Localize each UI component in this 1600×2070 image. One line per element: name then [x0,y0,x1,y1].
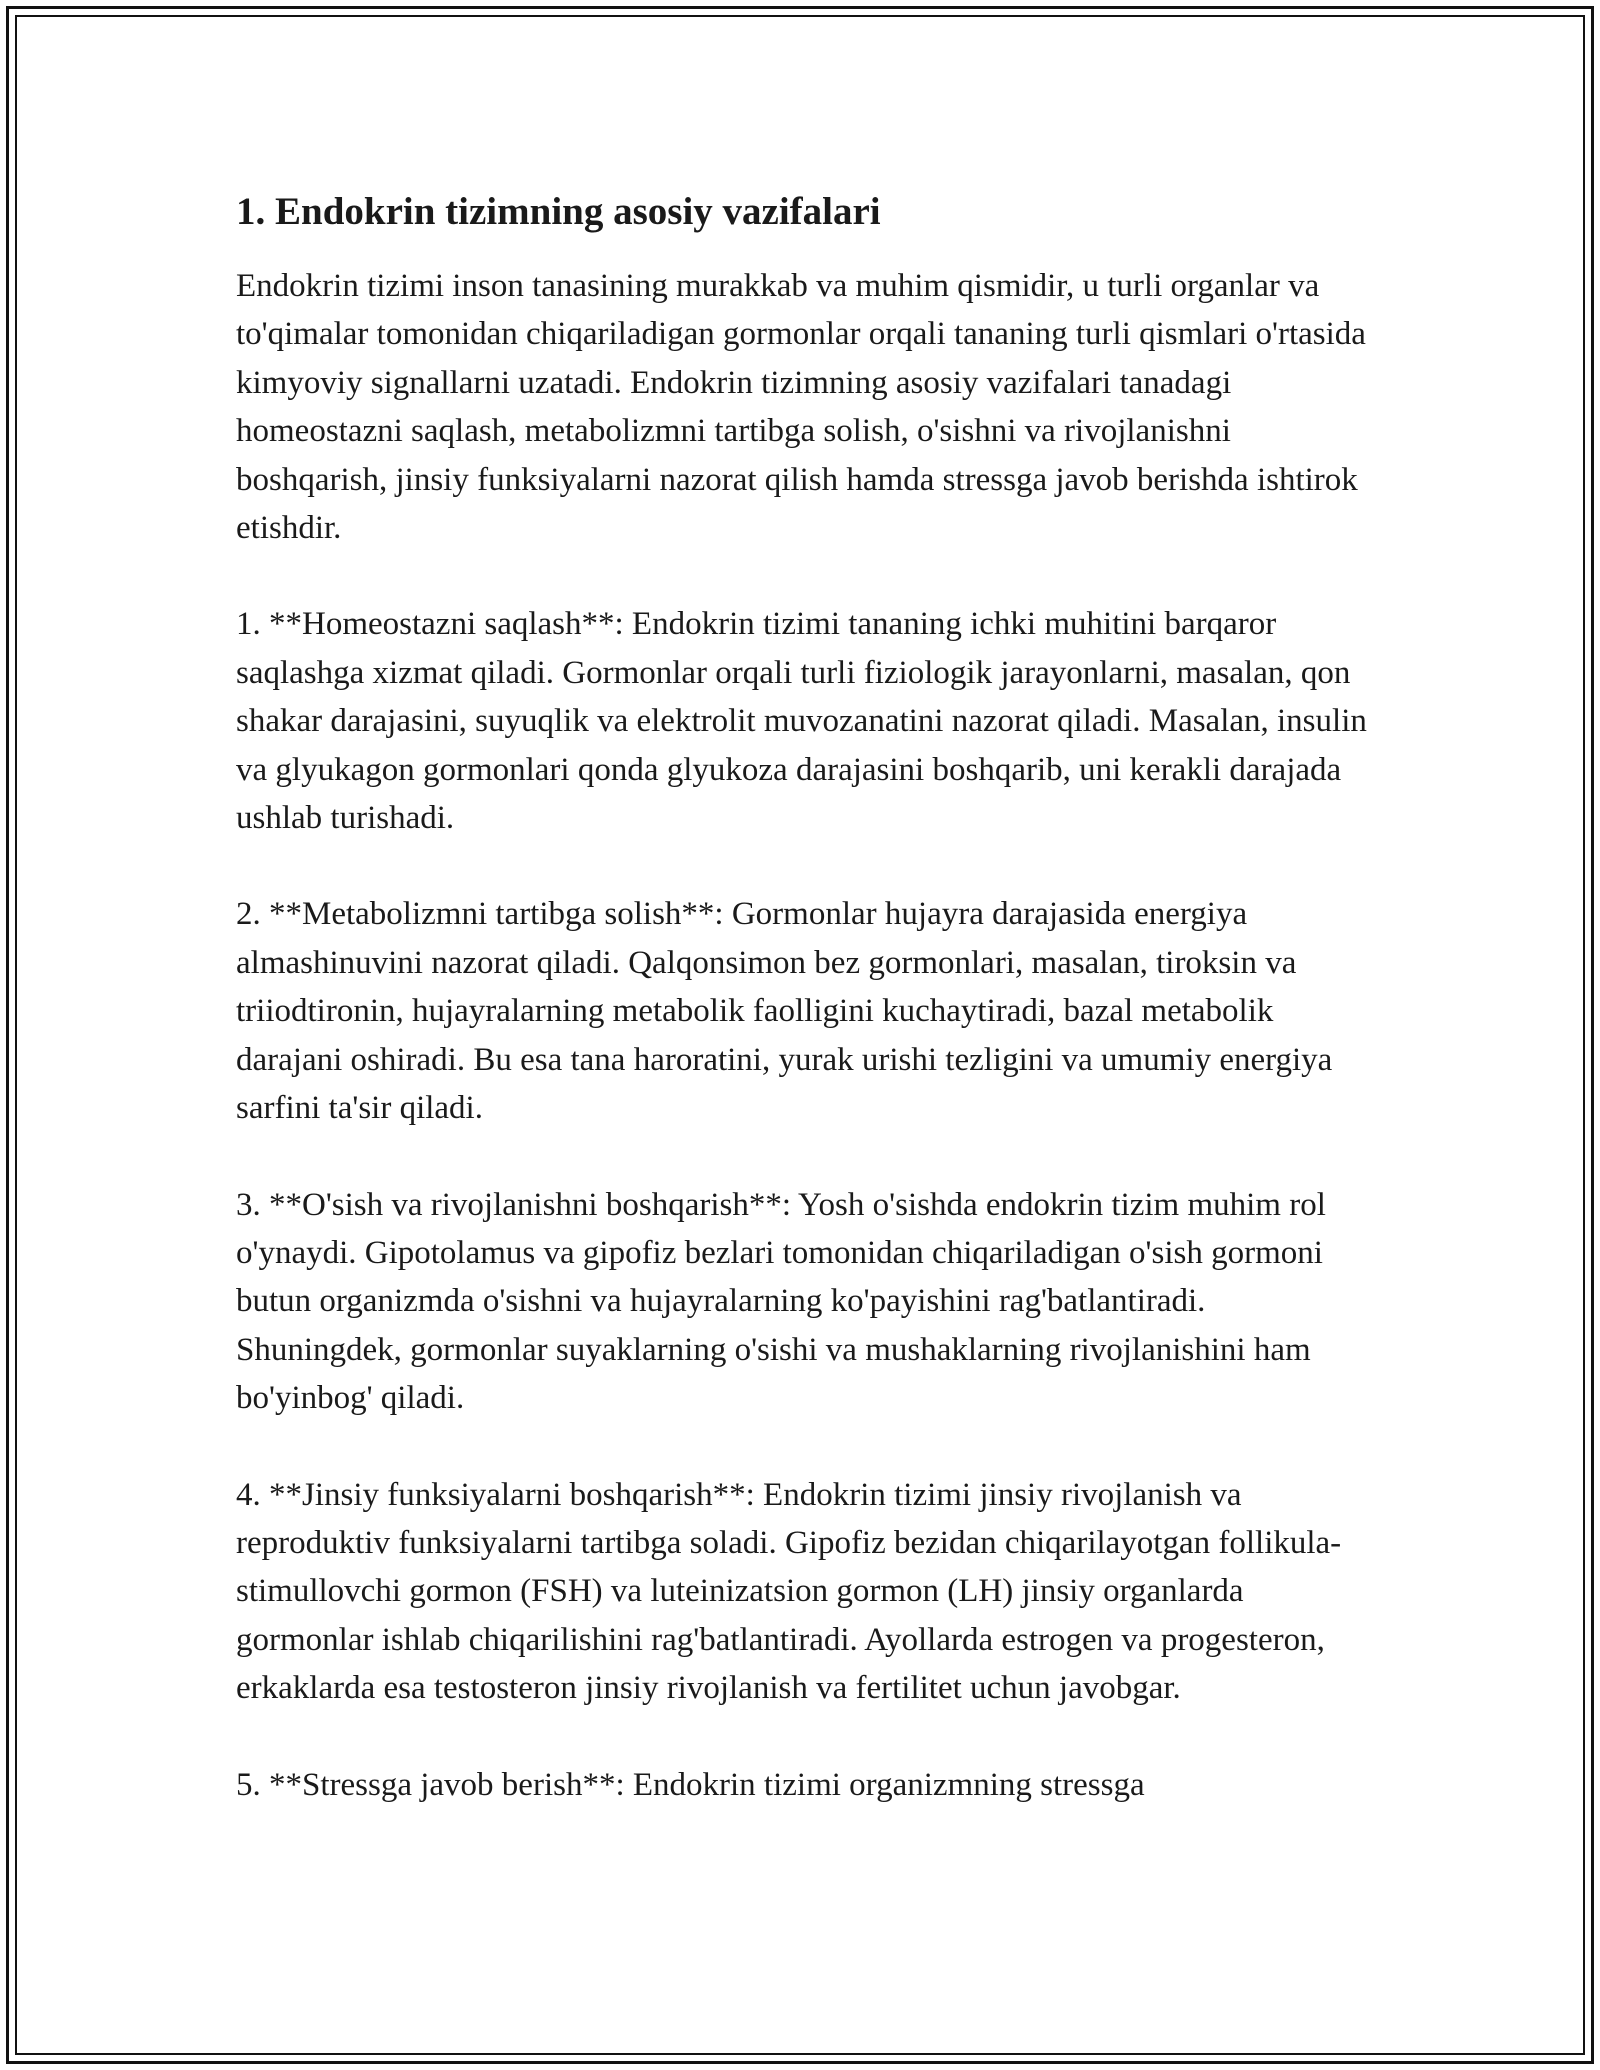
section-title: 1. Endokrin tizimning asosiy vazifalari [236,190,881,233]
document-body [236,186,1376,1809]
paragraph-sexual-functions: 4. **Jinsiy funksiyalarni boshqarish**: Endokrin tizimi jinsiy rivojlanish va reproduktiv funksiyalarni tartibga soladi. Gipofiz bezidan chiqarilayotgan follikula-stimullovchi gormon (FSH) va luteinizatsion gormon (LH) jinsiy organlarda gormonlar ishlab chiqarilishini rag'batlantiradi. Ayollarda estrogen va progesteron, erkaklarda esa testosteron jinsiy rivojlanish va fertilitet uchun javobgar. [236,1476,1342,1707]
paragraph-metabolism: 2. **Metabolizmni tartibga solish**: Gormonlar hujayra darajasida energiya almashinuvini nazorat qiladi. Qalqonsimon bez gormonlari, masalan, tiroksin va triiodtironin, hujayralarning metabolik faolligini kuchaytiradi, bazal metabolik darajani oshiradi. Bu esa tana haroratini, yurak urishi tezligini va umumiy energiya sarfini ta'sir qiladi. [236,896,1333,1127]
paragraph-stress-response: 5. **Stressga javob berish**: Endokrin tizimi organizmning stressga [236,1766,1145,1803]
intro-paragraph: Endokrin tizimi inson tanasining murakkab va muhim qismidir, u turli organlar va to'qimalar tomonidan chiqariladigan gormonlar orqali tananing turli qismlari o'rtasida kimyoviy signallarni uzatadi. Endokrin tizimning asosiy vazifalari tanadagi homeostazni saqlash, metabolizmni tartibga solish, o'sishni va rivojlanishni boshqarish, jinsiy funksiyalarni nazorat qilish hamda stressga javob berishda ishtirok etishdir. [236,268,1366,547]
paragraph-homeostasis: 1. **Homeostazni saqlash**: Endokrin tizimi tananing ichki muhitini barqaror saqlashga xizmat qiladi. Gormonlar orqali turli fiziologik jarayonlarni, masalan, qon shakar darajasini, suyuqlik va elektrolit muvozanatini nazorat qiladi. Masalan, insulin va glyukagon gormonlari qonda glyukoza darajasini boshqarib, uni kerakli darajada ushlab turishadi. [236,606,1367,837]
paragraph-growth: 3. **O'sish va rivojlanishni boshqarish**: Yosh o'sishda endokrin tizim muhim rol o'ynaydi. Gipotolamus va gipofiz bezlari tomonidan chiqariladigan o'sish gormoni butun organizmda o'sishni va hujayralarning ko'payishini rag'batlantiradi. Shuningdek, gormonlar suyaklarning o'sishi va mushaklarning rivojlanishini ham bo'yinbog' qiladi. [236,1186,1326,1417]
